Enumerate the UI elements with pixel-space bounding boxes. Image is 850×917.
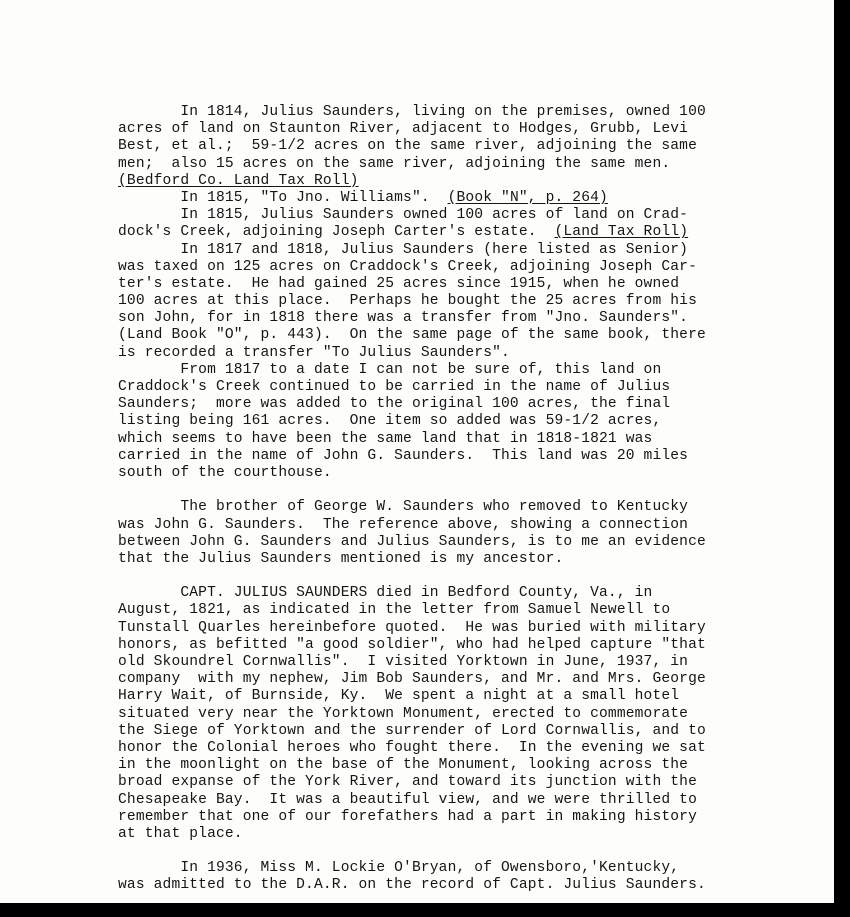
paragraph-gap	[118, 482, 788, 499]
text-line	[118, 173, 788, 190]
text-run: honor the Colonial heroes who fought there. In the evening we sat	[118, 739, 706, 756]
paragraph-gap	[118, 843, 788, 860]
text-line	[118, 499, 788, 516]
text-line	[118, 104, 788, 121]
text-run: Chesapeake Bay. It was a beautiful view, and we were thrilled to	[118, 791, 697, 808]
text-run: In 1817 and 1818, Julius Saunders (here listed as Senior)	[118, 241, 689, 258]
text-run: In 1814, Julius Saunders, living on the premises, owned 100	[118, 104, 706, 120]
text-line	[118, 602, 788, 619]
text-run: remember that one of our forefathers had a part in making history	[118, 808, 697, 825]
scan-border-bottom	[0, 903, 850, 917]
text-run: From 1817 to a date I can not be sure of, this land on	[118, 361, 662, 378]
text-run: Best, et al.; 59-1/2 acres on the same river, adjoining the same	[118, 138, 697, 155]
text-run: acres of land on Staunton River, adjacent to Hodges, Grubb, Levi	[118, 121, 689, 138]
text-line	[118, 276, 788, 293]
text-run: which seems to have been the same land that in 1818-1821 was	[118, 430, 653, 447]
text-run: In 1815, "To Jno. Williams".	[118, 189, 448, 206]
text-run: Saunders; more was added to the original 100 acres, the final	[118, 396, 671, 413]
text-run: south of the courthouse.	[118, 464, 332, 481]
text-run: (Land Book "O", p. 443). On the same page of the same book, there	[118, 327, 706, 344]
text-run: company with my nephew, Jim Bob Saunders, and Mr. and Mrs. George	[118, 671, 706, 688]
text-line	[118, 534, 788, 551]
text-line	[118, 379, 788, 396]
text-line	[118, 207, 788, 224]
text-line	[118, 465, 788, 482]
text-line	[118, 242, 788, 259]
text-line	[118, 877, 788, 894]
text-run: in the moonlight on the base of the Monument, looking across the	[118, 757, 689, 774]
paragraph-land-records	[118, 104, 788, 482]
text-run: 100 acres at this place. Perhaps he bought the 25 acres from his	[118, 293, 697, 310]
text-line	[118, 517, 788, 534]
text-line	[118, 774, 788, 791]
text-line	[118, 723, 788, 740]
underlined-citation: (Bedford Co. Land Tax Roll)	[118, 172, 359, 189]
underlined-citation: (Book "N", p. 264)	[447, 189, 608, 206]
text-run: ter's estate. He had gained 25 acres since 1915, when he owned	[118, 275, 680, 292]
text-line	[118, 156, 788, 173]
text-run: was John G. Saunders. The reference above, showing a connection	[118, 516, 689, 533]
scan-border-right	[834, 0, 850, 917]
text-line	[118, 293, 788, 310]
paragraph-dar	[118, 860, 788, 894]
text-line	[118, 259, 788, 276]
text-run: Tunstall Quarles hereinbefore quoted. He was buried with military	[118, 619, 706, 636]
text-line	[118, 860, 788, 877]
text-run: situated very near the Yorktown Monument, erected to commemorate	[118, 705, 689, 722]
text-line	[118, 792, 788, 809]
text-run: The brother of George W. Saunders who removed to Kentucky	[118, 499, 689, 516]
text-run: old Skoundrel Cornwallis". I visited Yorktown in June, 1937, in	[118, 654, 689, 670]
text-run: listing being 161 acres. One item so added was 59-1/2 acres,	[118, 413, 662, 430]
text-line	[118, 654, 788, 671]
document-body	[118, 104, 788, 895]
text-run: In 1815, Julius Saunders owned 100 acres of land on Crad-	[118, 207, 689, 224]
text-line	[118, 757, 788, 774]
text-run: son John, for in 1818 there was a transfer from "Jno. Saunders".	[118, 310, 689, 327]
text-line	[118, 310, 788, 327]
text-run: that the Julius Saunders mentioned is my ancestor.	[118, 550, 564, 567]
text-line	[118, 585, 788, 602]
text-line	[118, 362, 788, 379]
text-line	[118, 224, 788, 241]
text-run: dock's Creek, adjoining Joseph Carter's estate.	[118, 224, 555, 241]
text-line	[118, 138, 788, 155]
text-run: carried in the name of John G. Saunders. This land was 20 miles	[118, 447, 689, 464]
text-line	[118, 431, 788, 448]
text-run: is recorded a transfer "To Julius Saunders".	[118, 344, 510, 361]
text-run: Harry Wait, of Burnside, Ky. We spent a night at a small hotel	[118, 688, 680, 705]
text-run: In 1936, Miss M. Lockie O'Bryan, of Owensboro,'Kentucky,	[118, 860, 680, 877]
underlined-citation: (Land Tax Roll)	[554, 224, 689, 241]
text-line	[118, 551, 788, 568]
text-line	[118, 671, 788, 688]
paragraph-brother	[118, 499, 788, 568]
text-line	[118, 688, 788, 705]
text-run: Craddock's Creek continued to be carried in the name of Julius	[118, 379, 671, 395]
text-run: August, 1821, as indicated in the letter from Samuel Newell to	[118, 602, 671, 619]
text-line	[118, 345, 788, 362]
text-run: men; also 15 acres on the same river, adjoining the same men.	[118, 155, 671, 172]
text-line	[118, 620, 788, 637]
text-run: was admitted to the D.A.R. on the record of Capt. Julius Saunders.	[118, 877, 706, 894]
text-line	[118, 190, 788, 207]
text-line	[118, 740, 788, 757]
text-run: honors, as befitted "a good soldier", who had helped capture "that	[118, 636, 706, 653]
text-line	[118, 413, 788, 430]
text-line	[118, 706, 788, 723]
text-line	[118, 121, 788, 138]
text-line	[118, 809, 788, 826]
text-run: the Siege of Yorktown and the surrender of Lord Cornwallis, and to	[118, 722, 706, 739]
text-run: broad expanse of the York River, and toward its junction with the	[118, 774, 697, 791]
text-line	[118, 327, 788, 344]
text-run: CAPT. JULIUS SAUNDERS died in Bedford County, Va., in	[118, 585, 653, 602]
text-line	[118, 448, 788, 465]
paragraph-gap	[118, 568, 788, 585]
text-run: between John G. Saunders and Julius Saunders, is to me an evidence	[118, 533, 706, 550]
text-line	[118, 396, 788, 413]
text-run: was taxed on 125 acres on Craddock's Creek, adjoining Joseph Car-	[118, 258, 697, 275]
text-line	[118, 826, 788, 843]
paragraph-capt-death	[118, 585, 788, 843]
text-line	[118, 637, 788, 654]
text-run: at that place.	[118, 825, 243, 842]
